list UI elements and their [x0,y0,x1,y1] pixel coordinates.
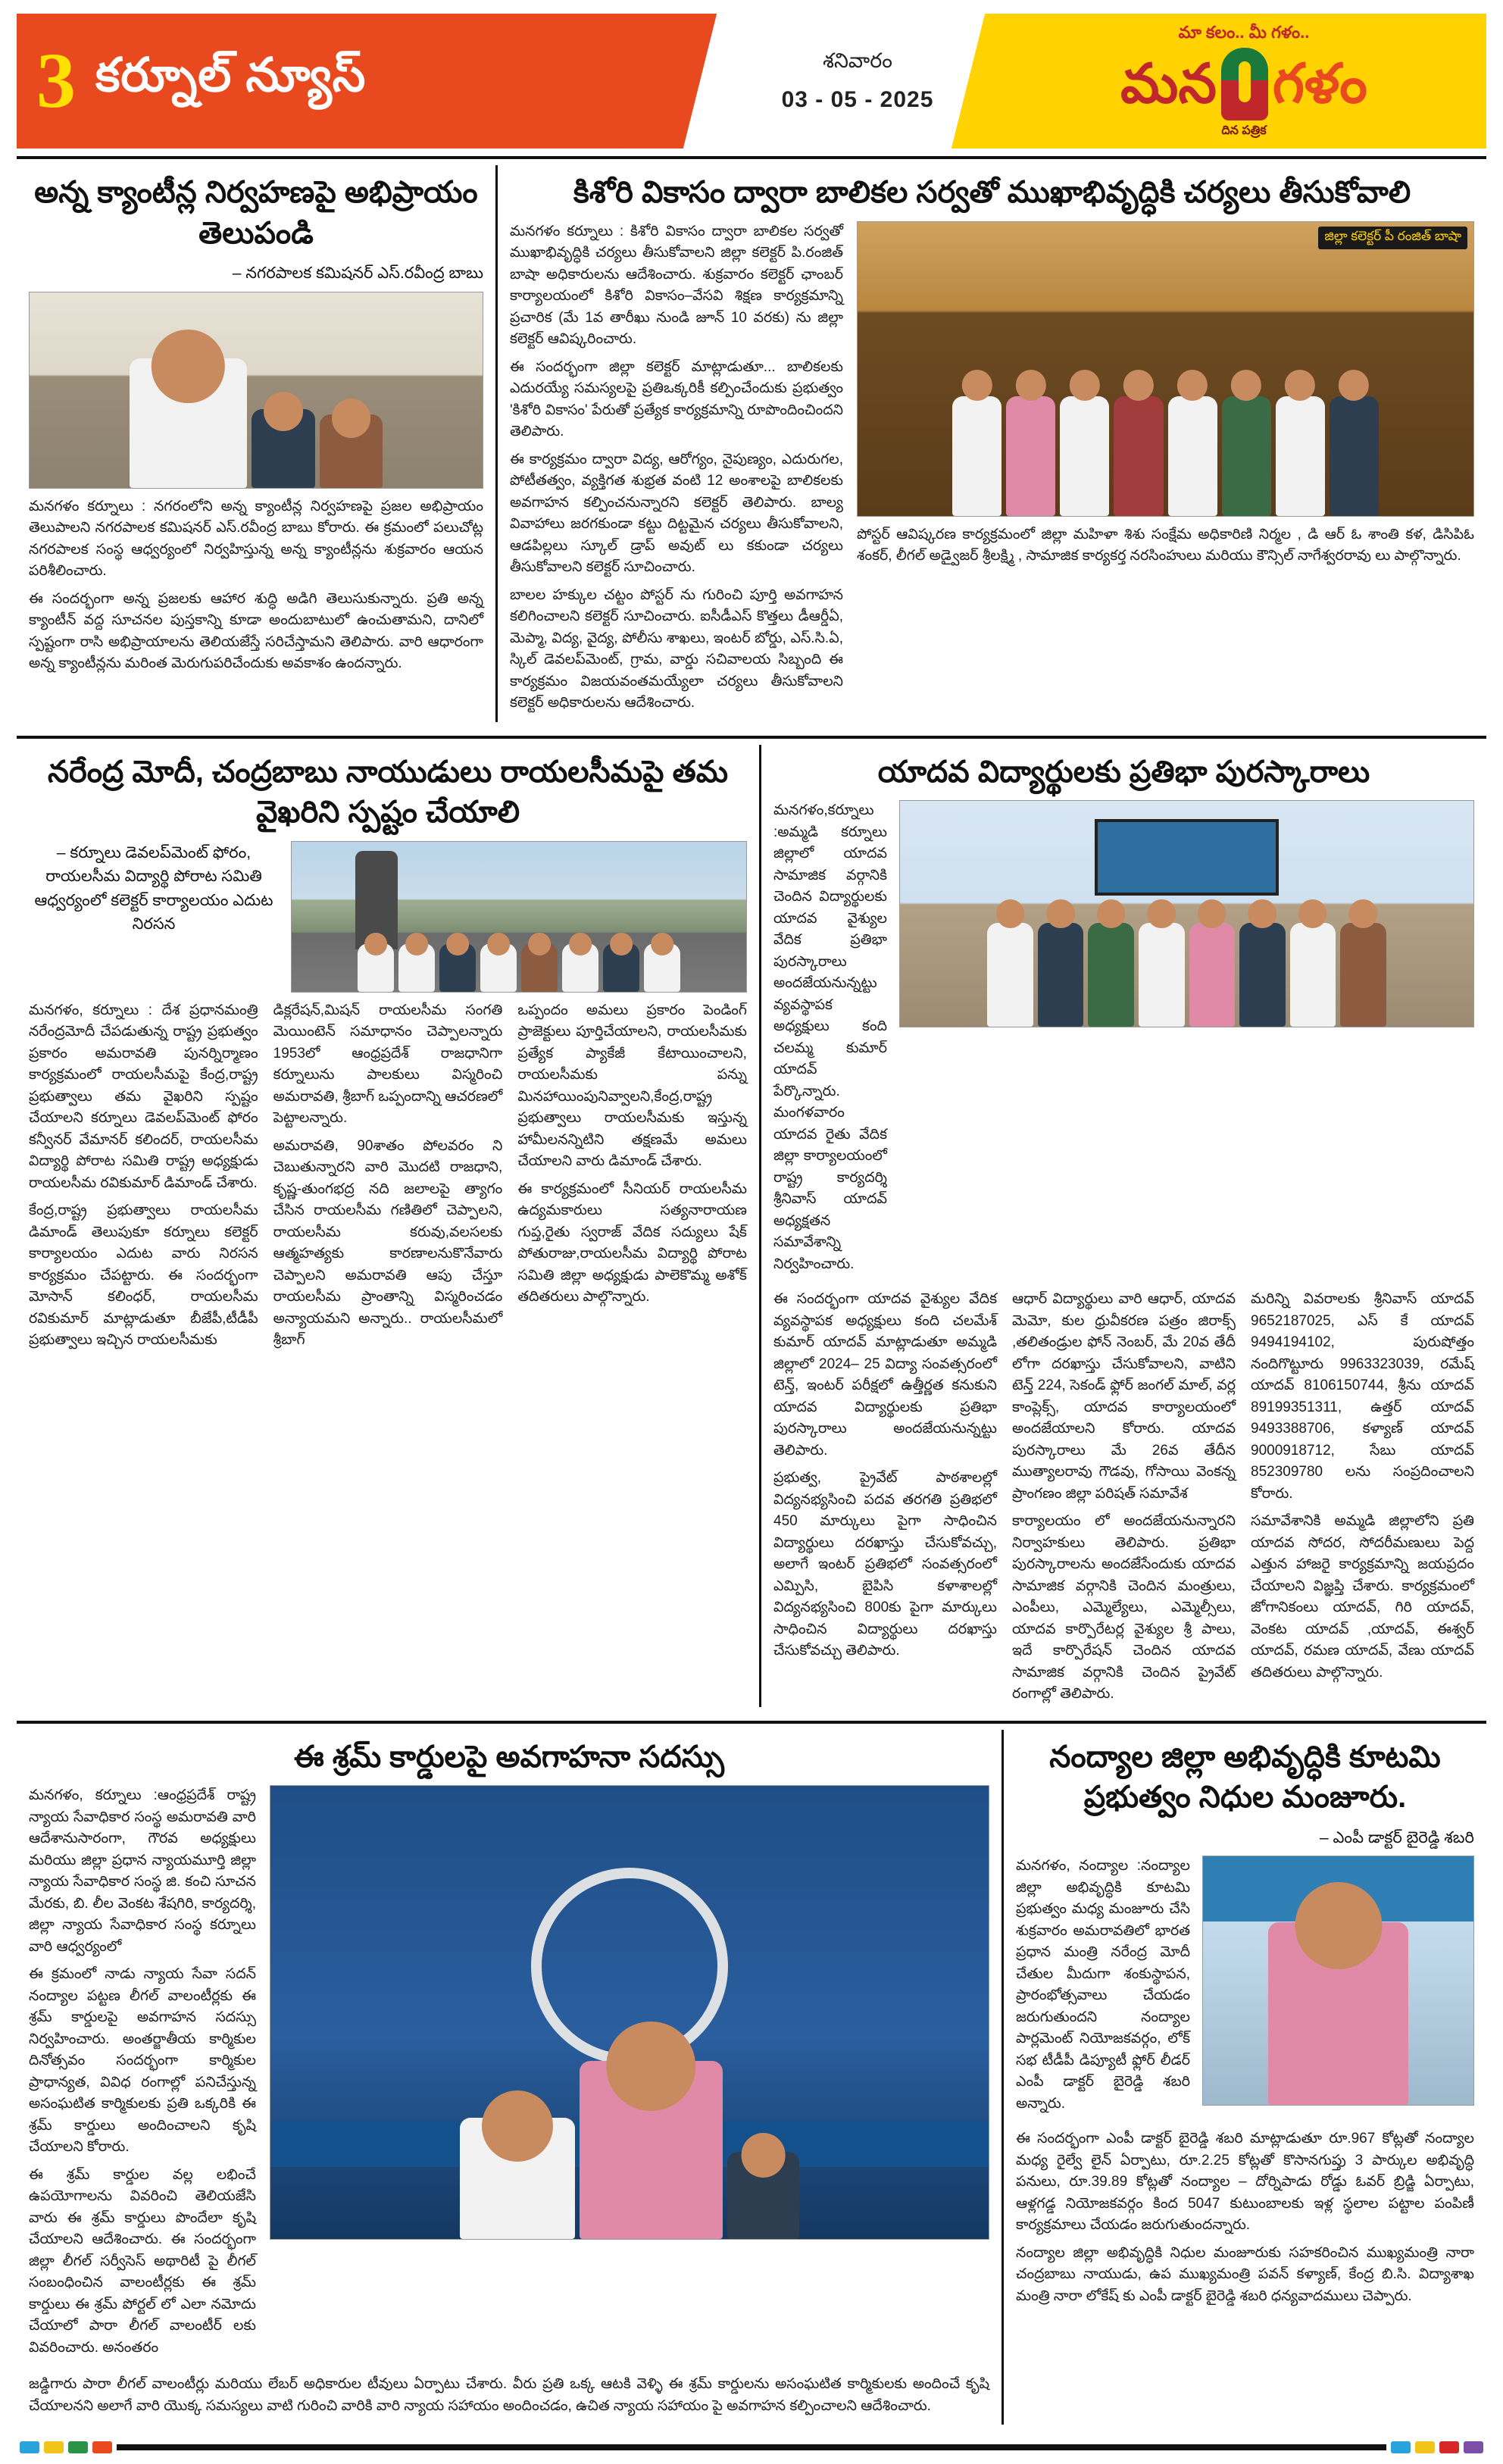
article3-para-2: కేంద్ర,రాష్ట్ర ప్రభుత్వాలు రాయలసీమ డిమాండ్ తెలుపుకూ కర్నూలు కలెక్టర్ కార్యాలయం ఎదుట వారు నిరసన కార్యక్రమం చేపట్టారు. ఈ సందర్భంగా మోసాన్ కలింధర్, రాయలసీమ రవికుమార్ మాట్లాడుతూ బీజేపీ,టీడీపీ ప్రభుత్వాలు ఇచ్చిన రాయలసీమకు [29,1202,258,1349]
article2-photo [857,221,1474,517]
publication-date: 03 - 05 - 2025 [781,87,934,112]
article2-para-2: ఈ సందర్భంగా జిల్లా కలెక్టర్ మాట్లాడుతూ... బాలికలకు ఎదురయ్యే సమస్యలపై ప్రతిఒక్కరికీ కల్పించేందుకు ప్రభుత్వం 'కిశోరి వికాసం' పేరుతో ప్రత్యేక కార్యక్రమాన్ని రూపొందించిందని తెలిపారు. [510,358,843,440]
article1-para-1: మనగళం కర్నూలు : నగరంలోని అన్న క్యాంటీన్ల నిర్వహణపై ప్రజల అభిప్రాయం తెలుపాలని నగరపాలక కమిషనర్ ఎస్.రవీంద్ర బాబు కోరారు. ఈ క్రమంలో పలుచోట్ల నగరపాలక సంస్థ ఆధ్వర్యంలో నిర్వహిస్తున్న అన్న క్యాంటీన్లను శుక్రవారం ఆయన పరిశీలించారు. [29,498,483,580]
logo-row [1120,48,1367,120]
article4-para-3: ఆధార్ విద్యార్థులు వారి ఆధార్, యాదవ మెమో, కుల ధ్రువీకరణ పత్రం జిరాక్స్ ,తలితండ్రుల ఫోన్ నెంబర్, మే 20వ తేదీ లోగా దరఖాస్తు చేసుకోవాలని, వాటిని టెన్త్ 224, సెకండ్ ఫ్లోర్ జంగల్ మాల్, వర్ల కాంప్లెక్స్, యాదవ కార్యాలయంలో అందజేయాలని కోరారు. యాదవ పురస్కారాలు మే 26వ తేదీన ముత్యాలరావు గౌడవు, గోసాయి వెంకన్న ప్రాంగణం జిల్లా పరిషత్ సమావేశ [1012,1291,1236,1502]
article1-para-2: ఈ సందర్భంగా అన్న ప్రజలకు ఆహార శుద్ధి అడిగి తెలుసుకున్నారు. ప్రతి అన్న క్యాంటీన్ వద్ద సూచనల పుస్తకాన్ని కూడా అందుబాటులో ఉంచుతామని, దానిలో స్పష్టంగా రాసి అభిప్రాయాలను తెలియజేస్తే సరిచేస్తామని తెలిపారు. వారి ఆధారంగా అన్న క్యాంటీన్లను మరింత మెరుగుపరిచేందుకు అవకాశం ఉందన్నారు. [29,590,483,672]
color-dot-6 [1415,2441,1435,2453]
masthead [17,14,1486,149]
masthead-left [17,14,668,149]
article4-para-4: కార్యాలయం లో అందజేయనున్నారని నిర్వాహకులు తెలిపారు. ప్రతిభా పురస్కారాలను అందజేసేందుకు యాదవ సామాజిక వర్గానికి చెందిన మంత్రులు, ఎంపీలు, ఎమ్మెల్యేలు, ఎమ్మెల్సీలు, యాదవ కార్పొరేటర్ల వైశ్యుల శ్రీ పాలు, ఇదే కార్పొరేషన్ చెందిన యాదవ సామాజిక వర్గానికి చెందిన ప్రైవేట్ రంగాల్లో తెలిపారు. [1012,1513,1236,1703]
article-eshram-cards [17,1724,1001,2431]
article3-photo [291,841,747,993]
logo-subtitle: దిన పత్రిక [1221,124,1267,137]
article-nandyala-funds [1004,1724,1486,2431]
logo-tagline: మా కలం.. మీ గళం.. [1178,22,1310,42]
article4-para-1: ఈ సందర్భంగా యాదవ వైశ్యుల వేదిక వ్యవస్థాపక అధ్యక్షులు కంది చలమేశ్ కుమార్ యాదవ్ మాట్లాడుతూ అమ్మడి జిల్లాలో 2024– 25 విద్యా సంవత్సరంలో టెన్త్, ఇంటర్ పరీక్షలో ఉత్తీర్ణత కనుకుని యాదవ విద్యార్థులకు ప్రతిభా పురస్కారాలు అందజేయనున్నట్టు తెలిపారు. [773,1291,997,1459]
color-dot-1 [20,2441,39,2453]
footer-rule [117,2444,1386,2450]
color-dot-8 [1464,2441,1483,2453]
article4-para-2: ప్రభుత్వ, ప్రైవేట్ పాఠశాలల్లో విద్యనభ్యసించి పదవ తరగతి ప్రతిభలో 450 మార్కులు పైగా సాధించిన విద్యార్థులు దరఖాస్తు చేసుకోవచ్చు, అలాగే ఇంటర్ ప్రతిభలో సంవత్సరంలో ఎమ్పిసి, బైపిసి కళాశాలల్లో విద్యనభ్యసించి 800కు పైగా మార్కులు సాధించిన విద్యార్థులు దరఖాస్తు చేసుకోవచ్చు తెలిపారు. [773,1470,997,1659]
article5-para-3: ఈ శ్రమ్ కార్డుల వల్ల లభించే ఉపయోగాలను వివరించి తెలియజేసి వారు ఈ శ్రమ్ కార్డులు పొందేలా కృషి చేయాలని ఆదేశించారు. ఈ సందర్భంగా జిల్లా లీగల్ సర్వీసెస్ అథారిటీ పై లీగల్ సంబంధించిన వాలంటీర్లకు ఈ శ్రమ్ కార్డులు ఈ శ్రమ్ పోర్టల్ లో ఎలా నమోదు చేయాలో పారా లీగల్ వాలంటీర్ లకు వివరించారు. అనంతరం [29,2166,256,2356]
article6-photo [1202,1856,1474,2106]
article4-para-intro: మనగళం,కర్నూలు :అమ్మడి కర్నూలు జిల్లాలో యాదవ సామాజిక వర్గానికి చెందిన విద్యార్థులకు యాదవ వైశ్యుల వేదిక ప్రతిభా పురస్కారాలు అందజేయనున్నట్టు వ్యవస్థాపక అధ్యక్షులు కంది చలమ్మ కుమార్ యాదవ్ పేర్కొన్నారు. మంగళవారం యాదవ రైతు వేదిక జిల్లా కార్యాలయంలో రాష్ట్ర కార్యదర్శి శ్రీనివాస్ యాదవ్ అధ్యక్షతన సమావేశాన్ని నిర్వహించారు. [773,802,887,1272]
band-middle [17,739,1486,1713]
article5-photo [270,1785,989,2240]
article5-para-1: మనగళం, కర్నూలు :ఆంధ్రప్రదేశ్ రాష్ట్ర న్యాయ సేవాధికార సంస్థ అమరావతి వారి ఆదేశానుసారంగా, గౌరవ అధ్యక్షులు మరియు జిల్లా ప్రధాన న్యాయమూర్తి జిల్లా న్యాయ సేవాధికార సంస్థ జి. కంచి సూచన మేరకు, బి. లీల వెంకట శేషగిరి, కార్యదర్శి, జిల్లా న్యాయ సేవాధికార సంస్థ కర్నూలు వారి ఆధ్వర్యంలో [29,1787,256,1955]
article2-para-4: బాలల హక్కుల చట్టం పోస్టర్ ను గురించి పూర్తి అవగాహన కలిగించాలని కలెక్టర్ సూచించారు. ఐసీడీఎస్ కొత్తలు డీఆర్డీఏ, మెప్మా, విద్య, వైద్య, పోలీసు శాఖలు, ఇంటర్ బోర్డు, ఎస్.సి.ఏ, స్కిల్ డెవలప్‌మెంట్, గ్రామ, వార్డు సచివాలయ సిబ్బంది ఈ కార్యక్రమం విజయవంతమయ్యేలా చర్యలు తీసుకోవాలని కలెక్టర్ అధికారులను ఆదేశించారు. [510,586,843,711]
article6-headline: నంద్యాల జిల్లా అభివృద్ధికి కూటమి ప్రభుత్వం నిధుల మంజూరు. [1049,1740,1441,1815]
article-kishori-vikasam [498,159,1486,728]
section-title: కర్నూల్ న్యూస్ [95,49,367,102]
article4-para-6: సమావేశానికి అమ్మడి జిల్లాలోని ప్రతి యాదవ సోదర, సోదరీమణులు పెద్ద ఎత్తున హాజరై కార్యక్రమాన్ని జయప్రదం చేయాలని విజ్ఞప్తి చేశారు. కార్యక్రమంలో జోగానికంలు యాదవ్, గిరి యాదవ్, వెంకట యాదవ్ ,యాదవ్, ఈశ్వర్ యాదవ్, రమణ యాదవ్, వేణు యాదవ్ తదితరులు పాల్గొన్నారు. [1251,1513,1474,1681]
color-dot-3 [68,2441,88,2453]
article2-para-1: మనగళం కర్నూలు : కిశోరి వికాసం ద్వారా బాలికల సర్వతో ముఖాభివృద్ధికి చర్యలు తీసుకోవాలని జిల్లా కలెక్టర్ పి.రంజిత్ బాషా అధికారులను ఆదేశించారు. శుక్రవారం కలెక్టర్ ఛాంబర్ కార్యాలయంలో కిశోరి వికాసం–వేసవి శిక్షణ కార్యక్రమాన్ని ప్రచారిక (మే 1వ తారీఖు నుండి జూన్ 10 వరకు) ను జిల్లా కలెక్టర్ ఆవిష్కరించారు. [510,223,843,348]
article1-photo [29,292,483,489]
band-top [17,159,1486,728]
footer-colorbar [17,2441,1486,2453]
article6-byline: – ఎంపీ డాక్టర్ బైరెడ్డి శబరి [1319,1828,1474,1846]
article6-para-3: నంద్యాల జిల్లా అభివృద్ధికి నిధుల మంజూరుకు సహకరించిన ముఖ్యమంత్రి నారా చంద్రబాబు నాయుడు, ఉప ముఖ్యమంత్రి పవన్ కళ్యాణ్, కేంద్ర బి.సి. విద్యాశాఖ మంత్రి నారా లోకేష్ కు ఎంపీ డాక్టర్ బైరెడ్డి శబరి ధన్యవాదములు చెప్పారు. [1016,2244,1474,2304]
article2-photo-label: జిల్లా కలెక్టర్ పీ రంజిత్ బాషా [1318,227,1467,249]
article2-para-3: ఈ కార్యక్రమం ద్వారా విద్య, ఆరోగ్యం, నైపుణ్యం, ఎదురుగల, పోటీతత్వం, వ్యక్తిగత శుభ్రత వంటి 12 అంశాలపై బాలికలకు అవగాహన కల్పించనున్నారని కలెక్టర్ తెలిపారు. బాల్య వివాహాలు జరగకుండా కట్టు దిట్టమైన చర్యలు తీసుకోవాలని, ఆడపిల్లలు స్కూల్ డ్రాప్ అవుట్ లు కకుండా చర్యలు తీసుకోవాలని కలెక్టర్ సూచించారు. [510,451,843,576]
logo-word-2: గళం [1272,53,1367,114]
color-dot-5 [1391,2441,1411,2453]
article-yadava-awards [761,739,1486,1713]
article3-para-5: ఒప్పందం అమలు ప్రకారం పెండింగ్ ప్రాజెక్టులు పూర్తిచేయాలని, రాయలసీమకు ప్రత్యేక ప్యాకేజీ కేటాయించాలని, రాయలసీమకు పన్ను మినహాయింపునివ్వాలని,కేంద్ర,రాష్ట్ర ప్రభుత్వాలు రాయలసీమకు ఇస్తున్న హామీలనన్నిటిని తక్షణమే అమలు చేయాలని వారు డిమాండ్ చేశారు. [517,1002,747,1170]
page-title: అన్న క్యాంటీన్ల నిర్వహణపై అభిప్రాయం తెలుపండి [34,176,478,250]
article4-para-5: మరిన్ని వివరాలకు శ్రీనివాస్ యాదవ్ 9652187025, ఎస్ కే యాదవ్ 9494194102, పురుషోత్తం నందిగొట్టూరు 9963323039, రమేష్ యాదవ్ 8106150744, శ్రీను యాదవ్ 89199351311, ఉత్తర్ యాదవ్ 9493388706, కళ్యాణ్ యాదవ్ 9000918712, సేబు యాదవ్ 852309780 లను సంప్రదించాలని కోరారు. [1251,1291,1474,1502]
article3-headline: నరేంద్ర మోదీ, చంద్రబాబు నాయుడులు రాయలసీమపై తమ వైఖరిని స్పష్టం చేయాలి [47,755,729,830]
logo-word-1: మన [1120,53,1217,114]
article5-para-2: ఈ క్రమంలో నాడు న్యాయ సేవా సదన్ నంద్యాల పట్టణ లీగల్ వాలంటీర్లకు ఈ శ్రమ్ కార్డులపై అవగాహన సదస్సు నిర్వహించారు. అంతర్జాతీయ కార్మికుల దినోత్సవం సందర్భంగా కార్మికుల ప్రాధాన్యత, వివిధ రంగాల్లో పనిచేస్తున్న అసంఘటిత కార్మికులకు ప్రతి ఒక్కరికి ఈ శ్రమ్ కార్డులు అందించాలని కృషి చేయాలని కోరారు. [29,1966,256,2156]
article-rayalaseema-protest [17,739,759,1713]
article-anna-canteen [17,159,495,728]
article1-byline: – నగరపాలక కమిషనర్ ఎస్.రవీంద్ర బాబు [232,264,483,283]
article3-para-3: డిక్లరేషన్,మిషన్ రాయలసీమ సంగతి మెయింటెన్ సమాధానం చెప్పాలన్నారు 1953లో ఆంధ్రప్రదేశ్ రాజధానిగా కర్నూలును పాలకులు విస్మరించి అమరావతి, శ్రీబాగ్ ఒప్పందాన్ని ఆచరణలో పెట్టాలన్నారు. [273,1002,503,1127]
article3-para-6: ఈ కార్యక్రమంలో సీనియర్ రాయలసీమ ఉద్యమకారులు సత్యనారాయణ గుప్త,రైతు స్వరాజ్ వేదిక సద్యులు షేక్ పోతురాజు,రాయలసీమ విద్యార్థి పోరాట సమితి జిల్లా అధ్యక్షుడు పాలెకొమ్మ అశోక్ తదితరులు పాల్గొన్నారు. [517,1180,747,1305]
article2-headline: కిశోరి వికాసం ద్వారా బాలికల సర్వతో ముఖాభివృద్ధికి చర్యలు తీసుకోవాలి [573,176,1411,209]
article2-para-5: పోస్టర్ ఆవిష్కరణ కార్యక్రమంలో జిల్లా మహిళా శిశు సంక్షేమ అధికారిణి నిర్మల , డి ఆర్ ఓ శాంతి కళ, డిసిపిఓ శంకర్, లీగల్ అడ్వైజర్ శ్రీలక్ష్మి , సామాజిక కార్యకర్త నరసింహులు మరియు కౌన్సిల్ నాగేశ్వరరావు లు పాల్గొన్నారు. [857,526,1474,564]
article4-headline: యాదవ విద్యార్థులకు ప్రతిభా పురస్కారాలు [877,755,1370,789]
page-number: 3 [36,37,76,124]
article5-headline: ఈ శ్రమ్ కార్డులపై అవగాహనా సదస్సు [294,1740,724,1774]
band-bottom [17,1724,1486,2431]
torch-icon [1221,48,1268,120]
article4-photo [899,800,1474,1027]
publication-day: శనివారం [823,49,892,72]
article6-para-1: మనగళం, నంద్యాల :నంద్యాల జిల్లా అభివృద్ధికి కూటమి ప్రభుత్వం మధ్య మంజూరు చేసి శుక్రవారం అమరావతిలో భారత ప్రధాన మంత్రి నరేంద్ర మోదీ చేతుల మీదుగా శంకుస్థాపన, ప్రారంభోత్సవాలు చేయడం జరుగుతుందని నంద్యాల పార్లమెంట్ నియోజకవర్గం, లోక్ సభ టీడీపీ డిప్యూటీ ఫ్లోర్ లీడర్ ఎంపీ డాక్టర్ బైరెడ్డి శబరి అన్నారు. [1016,1858,1190,2112]
article3-byline: – కర్నూలు డెవలప్‌మెంట్ ఫోరం, రాయలసీమ విద్యార్థి పోరాట సమితి ఆధ్వర్యంలో కలెక్టర్ కార్యాలయం ఎదుట నిరసన [34,843,273,933]
article3-para-1: మనగళం, కర్నూలు : దేశ ప్రధానమంత్రి నరేంద్రమోదీ చేపడుతున్న రాష్ట్ర ప్రభుత్వం ప్రకారం అమరావతి పునర్నిర్మాణం కార్యక్రమంలో రాయలసీమపై కేంద్ర,రాష్ట్ర ప్రభుత్వాలు తమ వైఖరిని స్పష్టం చేయాలని కర్నూలు డెవలప్‌మెంట్ ఫోరం కన్వీనర్ వేమానర్ కలిందర్, రాయలసీమ విద్యార్థి పోరాట సమితి రాష్ట్ర అధ్యక్షుడు రాయలసీమ రవికుమార్ డిమాండ్ చేశారు. [29,1002,258,1191]
color-dot-4 [92,2441,112,2453]
article3-para-4: అమరావతి, 90శాతం పోలవరం ని చెబుతున్నారని వారి మొదటి రాజధాని, కృష్ణ-తుంగభద్ర నది జలాలపై త్యాగం చేసిన రాయలసీమ గణితిలో చెప్పాలని, రాయలసీమ కరువు,వలసలకు ఆత్మహత్యకు కారణాలనుకొనేవారు చెప్పాలని అమరావతి ఆపు చేస్తూ రాయలసీమ ప్రాంతాన్ని విస్మరించడం అన్యాయమని అన్నారు.. రాయలసీమలో శ్రీబాగ్ [273,1137,503,1349]
color-dot-7 [1439,2441,1459,2453]
masthead-logo [1001,14,1486,149]
article5-para-4: జడ్డిగారు పారా లీగల్ వాలంటీర్లు మరియు లేబర్ అధికారుల టీవులు ఏర్పాటు చేశారు. వీరు ప్రతి ఒక్క ఆటకి వెళ్ళి ఈ శ్రమ్ కార్డులను అసంఘటిత కార్మికులకు అందించే కృషి చేయాలనని అలాగే వారి యొక్క సమస్యలు వాటి గురించి వారికి వారి న్యాయ సహాయం అందించడం, ఉచిత న్యాయ సహాయం పై అవగాహన కల్పించాలని ఆదేశించారు. [29,2376,989,2414]
color-dot-2 [44,2441,64,2453]
article6-para-2: ఈ సందర్భంగా ఎంపీ డాక్టర్ బైరెడ్డి శబరి మాట్లాడుతూ రూ.967 కోట్లతో నంద్యాల మధ్య రైల్వే లైన్ ఏర్పాటు, రూ.2.25 కోట్లతో కొసానగుప్తు 3 పార్కుల అభివృద్ధి పనులు, రూ.39.89 కోట్లతో నంద్యాల – దోర్నిపాడు రోడ్డు ఓవర్ బ్రిడ్జి ఏర్పాటు, ఆళ్లగడ్డ నియోజకవర్గం కింద 5047 కుటుంబాలకు ఇళ్ల స్థలాల పట్టాల పంపిణీ కార్యక్రమాలు చేయడం జరుగుతుందన్నారు. [1016,2131,1474,2234]
masthead-date-block [668,14,1001,149]
